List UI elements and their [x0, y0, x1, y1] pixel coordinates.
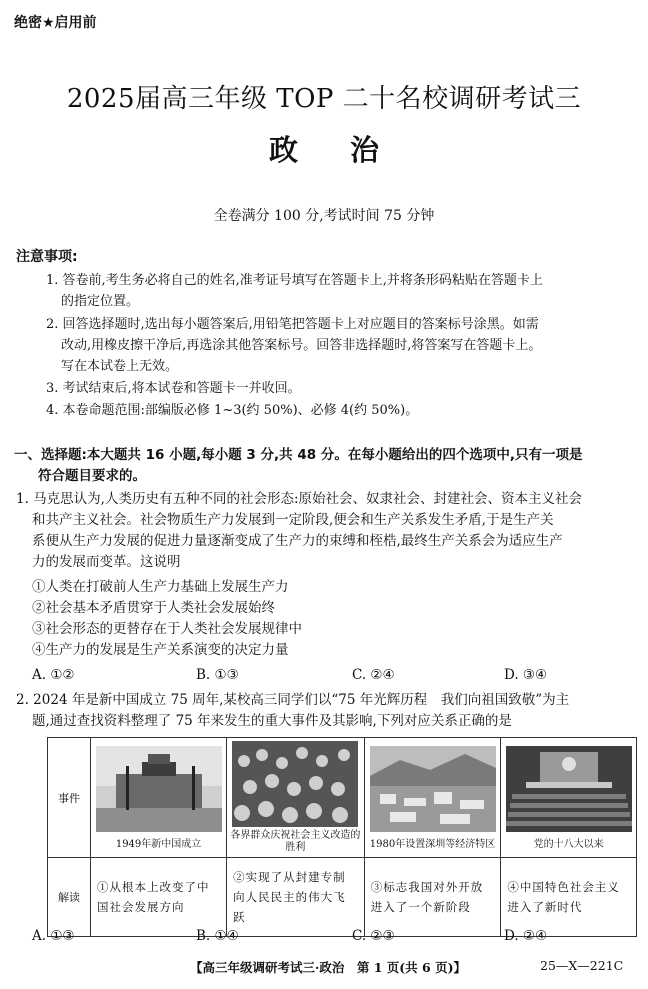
section-line: 一、选择题:本大题共 16 小题,每小题 3 分,共 48 分。在每小题给出的四个选项中,只有一项是: [14, 447, 583, 463]
question-line: 2. 2024 年是新中国成立 75 周年,某校高三同学们以“75 年光辉历程 我们向祖国致敬”为主: [16, 692, 570, 708]
event-photo-4: [506, 746, 632, 832]
notice-item-2: [46, 314, 638, 377]
statement: ①人类在打破前人生产力基础上发展生产力: [32, 579, 289, 595]
explanation-1: ①从根本上改变了中国社会发展方向: [91, 858, 227, 937]
event-cell-3: [364, 738, 501, 858]
event-photo-3: [370, 746, 496, 832]
question-line: 1. 马克思认为,人类历史有五种不同的社会形态:原始社会、奴隶社会、封建社会、资本主义社会: [16, 491, 583, 507]
subject-char-2: 治: [350, 133, 380, 167]
event-cell-1: [91, 738, 227, 858]
statement: ③社会形态的更替存在于人类社会发展规律中: [32, 621, 302, 637]
exam-info: 全卷满分 100 分,考试时间 75 分钟: [213, 208, 435, 224]
event-caption-4: 党的十八大以来: [533, 838, 604, 850]
question-2: [16, 690, 636, 732]
statement: ④生产力的发展是生产关系演变的决定力量: [32, 642, 289, 658]
subject-title: [0, 128, 648, 169]
event-cell-2: [227, 738, 365, 858]
event-cell-4: [501, 738, 637, 858]
question-line: 系便从生产力发展的促进力量逐渐变成了生产力的束缚和桎梏,最终生产关系会为适应生产: [32, 533, 563, 549]
notice-line: 写在本试卷上无效。: [61, 359, 179, 374]
exam-title: 2025届高三年级 TOP 二十名校调研考试三: [66, 84, 582, 114]
q1-answer-b: B. ①③: [196, 667, 239, 683]
event-photo-1: [96, 746, 222, 832]
explanation-4: ④中国特色社会主义进入了新时代: [501, 858, 637, 937]
footer-code: 25—X—221C: [540, 958, 624, 973]
section-line: 符合题目要求的。: [38, 468, 146, 484]
events-row: [48, 738, 637, 858]
event-caption-2: 各界群众庆祝社会主义改造的胜利: [230, 830, 361, 853]
explanation-2: ②实现了从封建专制向人民民主的伟大飞跃: [227, 858, 365, 937]
explanations-row: [48, 858, 637, 937]
notice-item-3: [46, 378, 638, 399]
statement: ②社会基本矛盾贯穿于人类社会发展始终: [32, 600, 275, 616]
subject-char-1: 政: [268, 133, 298, 167]
events-table: [47, 737, 637, 937]
notice-item-1: [46, 270, 638, 312]
notice-line: 的指定位置。: [61, 294, 140, 309]
row-head-events: 事件: [48, 738, 91, 858]
question-1: [16, 489, 636, 573]
event-caption-1: 1949年新中国成立: [115, 838, 202, 850]
footer-page-info: 【高三年级调研考试三·政治 第 1 页(共 6 页)】: [190, 960, 466, 975]
q1-answer-a: A. ①②: [32, 667, 75, 683]
q1-answer-c: C. ②④: [352, 667, 395, 683]
notice-line: 1. 答卷前,考生务必将自己的姓名,准考证号填写在答题卡上,并将条形码粘贴在答题卡上: [46, 273, 543, 288]
explanation-3: ③标志我国对外开放进入了一个新阶段: [364, 858, 501, 937]
notice-item-4: [46, 400, 638, 421]
section-heading: [14, 445, 636, 487]
q2-answer-c: C. ②③: [352, 928, 395, 944]
notice-line: 3. 考试结束后,将本试卷和答题卡一并收回。: [46, 381, 301, 396]
event-photo-2: [232, 741, 358, 827]
notice-line: 2. 回答选择题时,选出每小题答案后,用铅笔把答题卡上对应题目的答案标号涂黑。如需: [46, 317, 539, 332]
event-caption-3: 1980年设置深圳等经济特区: [369, 838, 496, 850]
q2-answer-d: D. ②④: [504, 928, 548, 944]
q2-answer-a: A. ①③: [32, 928, 75, 944]
q2-answer-b: B. ①④: [196, 928, 239, 944]
question-line: 和共产主义社会。社会物质生产力发展到一定阶段,便会和生产关系发生矛盾,于是生产关: [32, 512, 554, 528]
notice-line: 4. 本卷命题范围:部编版必修 1~3(约 50%)、必修 4(约 50%)。: [46, 403, 419, 418]
confidential-mark: 绝密★启用前: [14, 15, 97, 31]
row-head-explanations: 解读: [48, 858, 91, 937]
notice-heading: 注意事项:: [16, 249, 78, 265]
q1-answer-d: D. ③④: [504, 667, 548, 683]
question-line: 力的发展而变革。这说明: [32, 554, 181, 570]
notice-line: 改动,用橡皮擦干净后,再选涂其他答案标号。回答非选择题时,将答案写在答题卡上。: [61, 338, 542, 353]
question-line: 题,通过查找资料整理了 75 年来发生的重大事件及其影响,下列对应关系正确的是: [32, 713, 512, 729]
q1-statements: [32, 577, 302, 661]
